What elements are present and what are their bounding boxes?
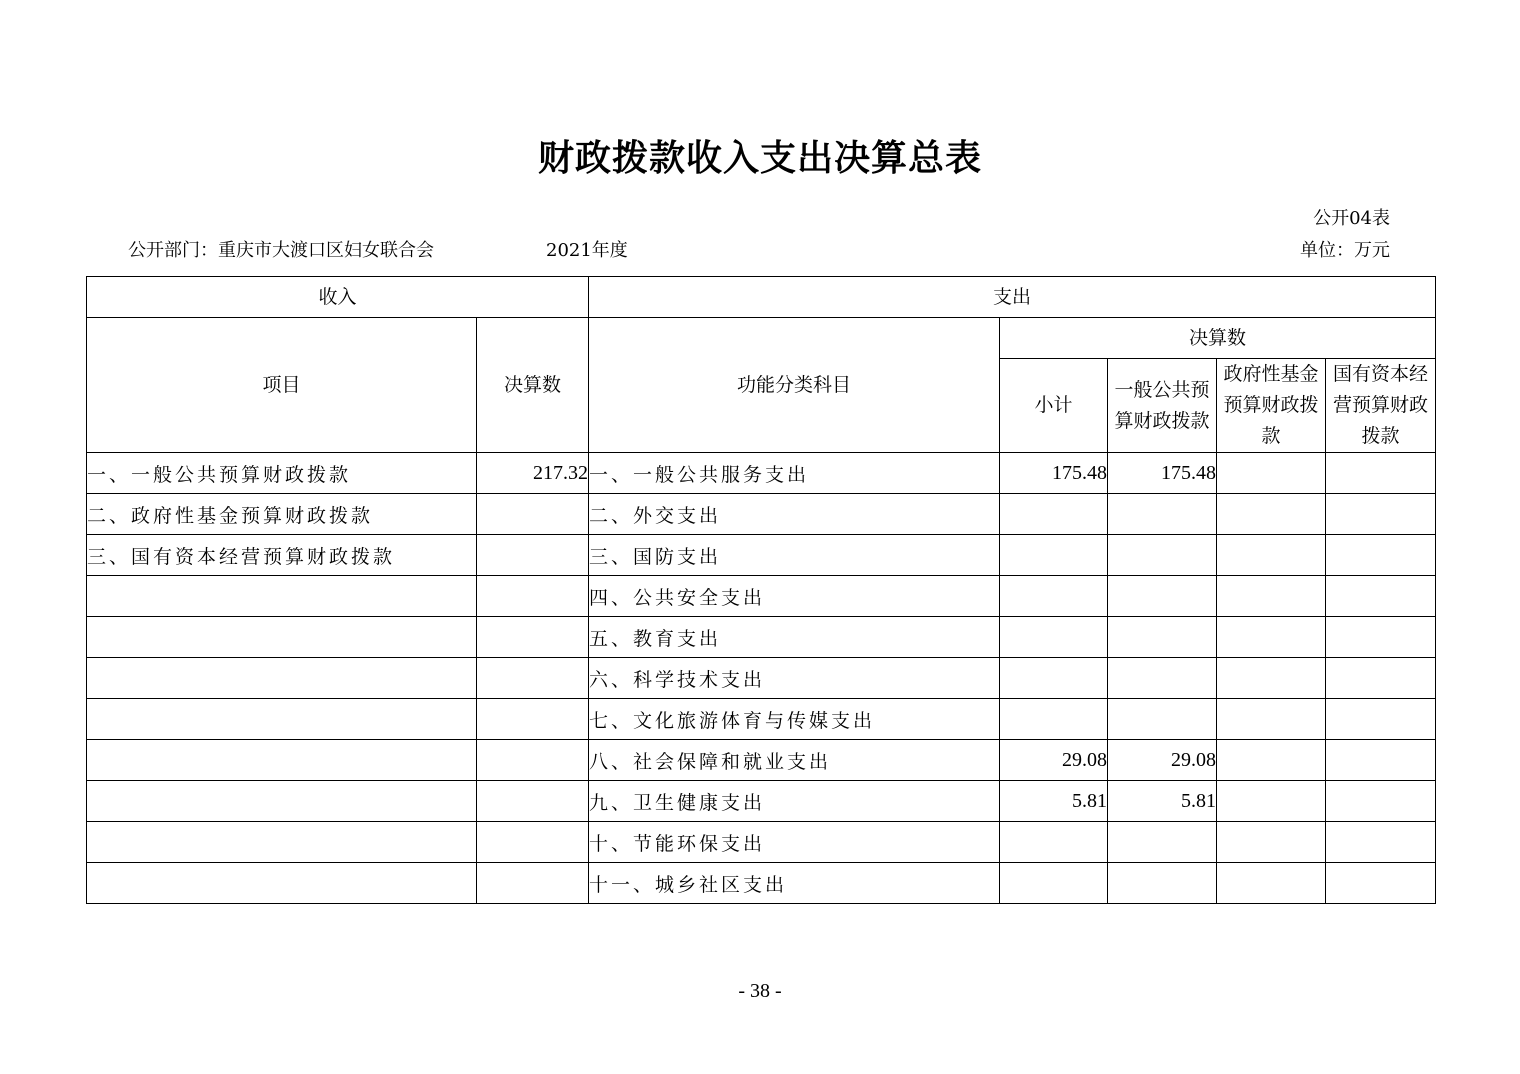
table-row (87, 781, 1436, 822)
income-amount-cell (477, 494, 589, 535)
income-item-cell: 三、国有资本经营预算财政拨款 (87, 535, 477, 576)
general-cell (1108, 863, 1217, 904)
col-fund-header: 政府性基金预算财政拨款 (1217, 359, 1326, 453)
table-row (87, 617, 1436, 658)
col-amount-header: 决算数 (477, 318, 589, 453)
col-subtotal-header: 小计 (1000, 359, 1108, 453)
table-row (87, 658, 1436, 699)
fund-cell (1217, 576, 1326, 617)
general-cell (1108, 822, 1217, 863)
subtotal-cell (1000, 699, 1108, 740)
subtotal-cell (1000, 863, 1108, 904)
table-row (87, 822, 1436, 863)
expense-item-cell: 十、节能环保支出 (589, 822, 1000, 863)
subtotal-cell: 175.48 (1000, 453, 1108, 494)
fund-cell (1217, 740, 1326, 781)
fund-cell (1217, 781, 1326, 822)
year-label: 2021年度 (546, 240, 628, 261)
income-item-cell (87, 740, 477, 781)
col-function-header: 功能分类科目 (589, 318, 1000, 453)
general-cell (1108, 535, 1217, 576)
page-title: 财政拨款收入支出决算总表 (537, 138, 982, 179)
income-item-cell (87, 781, 477, 822)
general-cell (1108, 658, 1217, 699)
expense-item-cell: 九、卫生健康支出 (589, 781, 1000, 822)
income-amount-cell (477, 781, 589, 822)
income-item-cell: 二、政府性基金预算财政拨款 (87, 494, 477, 535)
table-row (87, 535, 1436, 576)
col-item-header: 项目 (87, 318, 477, 453)
income-item-cell: 一、一般公共预算财政拨款 (87, 453, 477, 494)
table-row (87, 740, 1436, 781)
expense-item-cell: 六、科学技术支出 (589, 658, 1000, 699)
table-row (87, 453, 1436, 494)
income-amount-cell (477, 658, 589, 699)
state-cell (1326, 617, 1436, 658)
state-cell (1326, 453, 1436, 494)
expense-item-cell: 三、国防支出 (589, 535, 1000, 576)
col-state-header: 国有资本经营预算财政拨款 (1326, 359, 1436, 453)
fund-cell (1217, 494, 1326, 535)
state-cell (1326, 863, 1436, 904)
expense-item-cell: 十一、城乡社区支出 (589, 863, 1000, 904)
state-cell (1326, 494, 1436, 535)
expense-header: 支出 (589, 277, 1436, 318)
income-amount-cell (477, 617, 589, 658)
general-cell: 29.08 (1108, 740, 1217, 781)
meta-row (128, 236, 1390, 260)
subtotal-cell (1000, 617, 1108, 658)
fund-cell (1217, 617, 1326, 658)
fund-cell (1217, 699, 1326, 740)
income-item-cell (87, 576, 477, 617)
table-row (87, 863, 1436, 904)
col-general-header: 一般公共预算财政拨款 (1108, 359, 1217, 453)
income-header: 收入 (87, 277, 589, 318)
state-cell (1326, 699, 1436, 740)
subtotal-cell (1000, 535, 1108, 576)
fund-cell (1217, 658, 1326, 699)
general-cell (1108, 699, 1217, 740)
page-number: - 38 - (738, 980, 782, 1002)
income-amount-cell (477, 822, 589, 863)
fund-cell (1217, 535, 1326, 576)
income-item-cell (87, 699, 477, 740)
table-row (87, 699, 1436, 740)
general-cell (1108, 576, 1217, 617)
income-amount-cell: 217.32 (477, 453, 589, 494)
state-cell (1326, 822, 1436, 863)
subtotal-cell (1000, 494, 1108, 535)
subtotal-cell: 5.81 (1000, 781, 1108, 822)
state-cell (1326, 576, 1436, 617)
budget-table (86, 276, 1436, 904)
income-amount-cell (477, 699, 589, 740)
fund-cell (1217, 863, 1326, 904)
fund-cell (1217, 453, 1326, 494)
unit-label: 单位：万元 (1300, 240, 1390, 261)
table-row (87, 494, 1436, 535)
subtotal-cell (1000, 658, 1108, 699)
expense-item-cell: 四、公共安全支出 (589, 576, 1000, 617)
table-row (87, 576, 1436, 617)
subtotal-cell (1000, 822, 1108, 863)
expense-item-cell: 二、外交支出 (589, 494, 1000, 535)
general-cell (1108, 617, 1217, 658)
income-amount-cell (477, 863, 589, 904)
income-item-cell (87, 617, 477, 658)
subtotal-cell (1000, 576, 1108, 617)
income-item-cell (87, 658, 477, 699)
general-cell: 5.81 (1108, 781, 1217, 822)
general-cell (1108, 494, 1217, 535)
income-amount-cell (477, 740, 589, 781)
expense-item-cell: 七、文化旅游体育与传媒支出 (589, 699, 1000, 740)
state-cell (1326, 535, 1436, 576)
fund-cell (1217, 822, 1326, 863)
income-item-cell (87, 822, 477, 863)
col-final-header: 决算数 (1000, 318, 1436, 359)
form-code: 公开04表 (1313, 208, 1390, 229)
income-amount-cell (477, 535, 589, 576)
income-item-cell (87, 863, 477, 904)
income-amount-cell (477, 576, 589, 617)
general-cell: 175.48 (1108, 453, 1217, 494)
subtotal-cell: 29.08 (1000, 740, 1108, 781)
expense-item-cell: 一、一般公共服务支出 (589, 453, 1000, 494)
state-cell (1326, 781, 1436, 822)
department-label: 公开部门：重庆市大渡口区妇女联合会 (128, 240, 434, 261)
expense-item-cell: 八、社会保障和就业支出 (589, 740, 1000, 781)
state-cell (1326, 740, 1436, 781)
expense-item-cell: 五、教育支出 (589, 617, 1000, 658)
state-cell (1326, 658, 1436, 699)
